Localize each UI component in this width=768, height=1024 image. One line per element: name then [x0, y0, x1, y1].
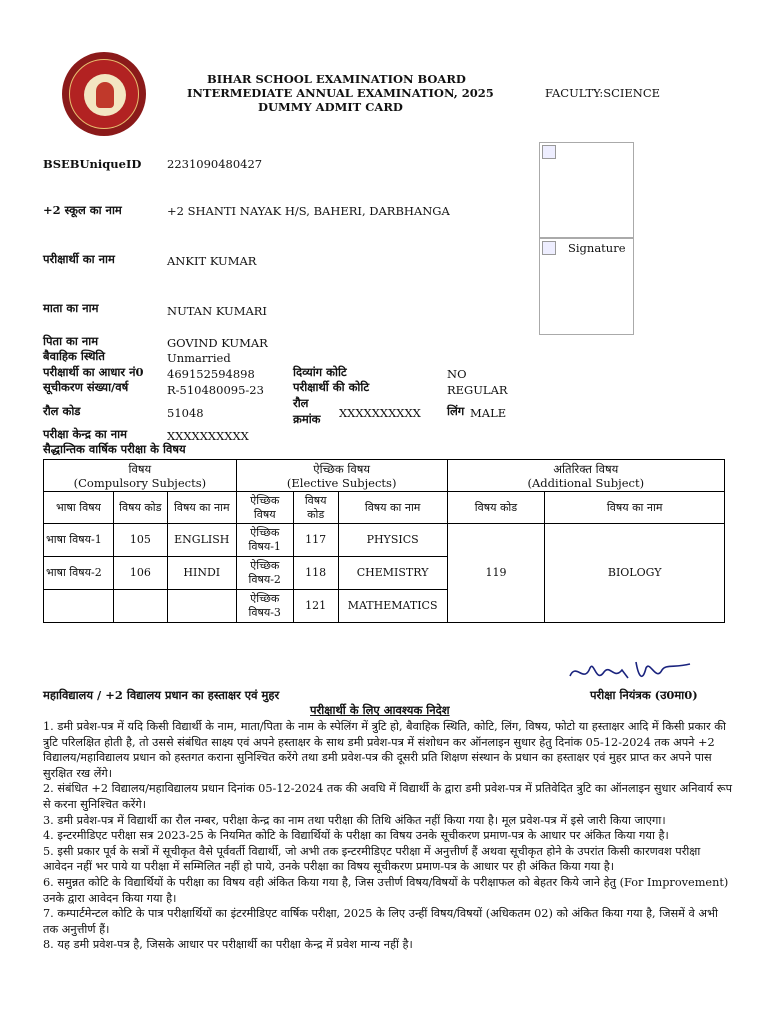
unique-id-value: 2231090480427 — [167, 157, 263, 171]
instruction-item: 1. डमी प्रवेश-पत्र में यदि किसी विद्यार्थी के नाम, माता/पिता के नाम के स्पेलिंग में त्रुटि हो, बैवाहिक स्थिति, कोटि, लिंग, विषय, फोटो या हस्ताक्षर आदि में किसी प्रकार की त्रुटि परिलक्षित होती है, तो उससे संबंधित साक्ष्य एवं अपने हस्ताक्षर के साथ डमी प्रवेश-पत्र में संशोधन कर ऑनलाइन सुधार हेतु दिनांक 05-12-2024 तक अपने +2 विद्यालय/महाविद्यालय प्रधान को हस्तगत कराना सुनिश्चित करेंगे तथा डमी प्रवेश-पत्र की दूसरी प्रति शिक्षण संस्थान के प्रधान का हस्ताक्षर एवं मुहर प्राप्त कर अपने पास सुरक्षित रख लेंगे। — [43, 720, 726, 780]
col-name: विषय का नाम — [167, 492, 236, 524]
school-label: +2 स्कूल का नाम — [43, 203, 122, 217]
instructions-title: परीक्षार्थी के लिए आवश्यक निदेश — [310, 703, 450, 717]
unique-id-label: BSEBUniqueID — [43, 157, 142, 171]
row-ename: PHYSICS — [338, 524, 447, 557]
candidate-signature — [539, 238, 634, 335]
logo-figure — [96, 82, 114, 108]
col-ecode: विषय कोड — [293, 492, 338, 524]
col-elective: ऐच्छिक विषय — [236, 492, 293, 524]
col-code: विषय कोड — [113, 492, 167, 524]
candidate-label: परीक्षार्थी का नाम — [43, 252, 115, 266]
aadhar-label: परीक्षार्थी का आधार नं0 — [43, 365, 144, 379]
centre-value: XXXXXXXXXX — [167, 429, 249, 443]
aadhar-value: 469152594898 — [167, 367, 255, 381]
row-lang: भाषा विषय-1 — [44, 524, 114, 557]
elective-header: ऐच्छिक विषय (Elective Subjects) — [236, 460, 447, 492]
col-lang: भाषा विषय — [44, 492, 114, 524]
board-title: BIHAR SCHOOL EXAMINATION BOARD — [207, 72, 466, 86]
row-name: ENGLISH — [167, 524, 236, 557]
col-add-name: विषय का नाम — [545, 492, 725, 524]
add-name: BIOLOGY — [545, 524, 725, 623]
broken-image-icon — [542, 145, 556, 159]
row-name: HINDI — [167, 557, 236, 590]
roll-code-label: रौल कोड — [43, 404, 81, 418]
controller-label: परीक्षा नियंत्रक (उ0मा0) — [590, 688, 698, 702]
row-code — [113, 590, 167, 623]
card-title: DUMMY ADMIT CARD — [258, 100, 403, 114]
row-ecode: 117 — [293, 524, 338, 557]
father-value: GOVIND KUMAR — [167, 336, 268, 350]
logo-ring — [69, 59, 139, 129]
marital-value: Unmarried — [167, 351, 231, 365]
instruction-item: 3. डमी प्रवेश-पत्र में विद्यार्थी का रौल नम्बर, परीक्षा केन्द्र का नाम तथा परीक्षा की तिथि अंकित नहीं किया गया है। मूल प्रवेश-पत्र में इसे जारी किया जाएगा। — [43, 813, 666, 827]
subjects-section-title: सैद्धान्तिक वार्षिक परीक्षा के विषय — [43, 442, 186, 456]
compulsory-header: विषय (Compulsory Subjects) — [44, 460, 237, 492]
roll-no-label-1: रौल — [293, 396, 309, 410]
broken-image-icon — [542, 241, 556, 255]
col-add-code: विषय कोड — [447, 492, 545, 524]
table-column-header — [44, 492, 725, 524]
logo-emblem — [84, 74, 126, 116]
category-label: परीक्षार्थी की कोटि — [293, 380, 370, 394]
roll-no-value: XXXXXXXXXX — [339, 406, 421, 420]
col-ename: विषय का नाम — [338, 492, 447, 524]
row-code: 106 — [113, 557, 167, 590]
instructions-list — [43, 719, 733, 953]
bseb-logo — [62, 52, 146, 136]
row-ecode: 118 — [293, 557, 338, 590]
gender-label: लिंग — [447, 404, 465, 418]
row-code: 105 — [113, 524, 167, 557]
instruction-item: 4. इन्टरमीडिएट परीक्षा सत्र 2023-25 के नियमित कोटि के विद्यार्थियों के परीक्षा का विषय उनके सूचीकरण प्रमाण-पत्र के आधार पर अंकित किया गया है। — [43, 829, 669, 843]
exam-title: INTERMEDIATE ANNUAL EXAMINATION, 2025 — [187, 86, 494, 100]
mother-value: NUTAN KUMARI — [167, 304, 267, 318]
signature-label: Signature — [568, 241, 626, 255]
faculty: FACULTY:SCIENCE — [545, 86, 661, 100]
row-elective: ऐच्छिक विषय-2 — [236, 557, 293, 590]
father-label: पिता का नाम — [43, 334, 99, 348]
row-elective: ऐच्छिक विषय-3 — [236, 590, 293, 623]
instruction-item: 8. यह डमी प्रवेश-पत्र है, जिसके आधार पर परीक्षार्थी का परीक्षा केन्द्र में प्रवेश मान्य नहीं है। — [43, 938, 413, 952]
roll-code-value: 51048 — [167, 406, 204, 420]
row-ename: CHEMISTRY — [338, 557, 447, 590]
roll-no-label-2: क्रमांक — [293, 412, 321, 426]
centre-label: परीक्षा केन्द्र का नाम — [43, 427, 127, 441]
table-group-header — [44, 460, 725, 492]
instruction-item: 2. संबंधित +2 विद्यालय/महाविद्यालय प्रधान दिनांक 05-12-2024 तक की अवधि में विद्यार्थी के द्वारा डमी प्रवेश-पत्र में प्रतिवेदित त्रुटि का ऑनलाइन सुधार अनिवार्य रूप से करना सुनिश्चित करेंगे। — [43, 782, 733, 811]
row-lang — [44, 590, 114, 623]
row-ecode: 121 — [293, 590, 338, 623]
candidate-value: ANKIT KUMAR — [167, 254, 257, 268]
table-row — [44, 524, 725, 557]
mother-label: माता का नाम — [43, 301, 99, 315]
divyang-value: NO — [447, 367, 467, 381]
reg-value: R-510480095-23 — [167, 383, 264, 397]
marital-label: बैवाहिक स्थिति — [43, 349, 105, 363]
category-value: REGULAR — [447, 383, 508, 397]
row-ename: MATHEMATICS — [338, 590, 447, 623]
instruction-item: 7. कम्पार्टमेन्टल कोटि के पात्र परीक्षार्थियों का इंटरमीडिएट वार्षिक परीक्षा, 2025 के लिए उन्हीं विषय/विषयों (अधिकतम 02) को अंकित किया गया है, जिसमें वे अभी तक अनुत्तीर्ण हैं। — [43, 907, 718, 936]
additional-header: अतिरिक्त विषय (Additional Subject) — [447, 460, 724, 492]
divyang-label: दिव्यांग कोटि — [293, 365, 347, 379]
subjects-table — [43, 459, 725, 623]
instruction-item: 6. समुन्नत कोटि के विद्यार्थियों के परीक्षा का विषय वही अंकित किया गया है, जिस उत्तीर्ण विषय/विषयों के परीक्षाफल को बेहतर किये जाने हेतु (For Improvement) उनके द्वारा आवेदन किया गया है। — [43, 875, 729, 905]
row-name — [167, 590, 236, 623]
instruction-item: 5. इसी प्रकार पूर्व के सत्रों में सूचीकृत वैसे पूर्ववर्ती विद्यार्थी, जो अभी तक इन्टरमीडिएट परीक्षा में अनुत्तीर्ण हैं अथवा सूचीकृत होने के उपरांत किसी कारणवश परीक्षा आवेदन नहीं भर पाये या परीक्षा में सम्मिलित नहीं हो पाये, उनके परीक्षा का विषय सूचीकरण प्रमाण-पत्र के आधार पर ही अंकित किया गया है। — [43, 844, 701, 874]
reg-label: सूचीकरण संख्या/वर्ष — [43, 380, 129, 394]
principal-sign-label: महाविद्यालय / +2 विद्यालय प्रधान का हस्ताक्षर एवं मुहर — [43, 688, 280, 702]
candidate-photo — [539, 142, 634, 238]
row-elective: ऐच्छिक विषय-1 — [236, 524, 293, 557]
gender-value: MALE — [470, 406, 507, 420]
row-lang: भाषा विषय-2 — [44, 557, 114, 590]
add-code: 119 — [447, 524, 545, 623]
school-value: +2 SHANTI NAYAK H/S, BAHERI, DARBHANGA — [167, 204, 450, 218]
